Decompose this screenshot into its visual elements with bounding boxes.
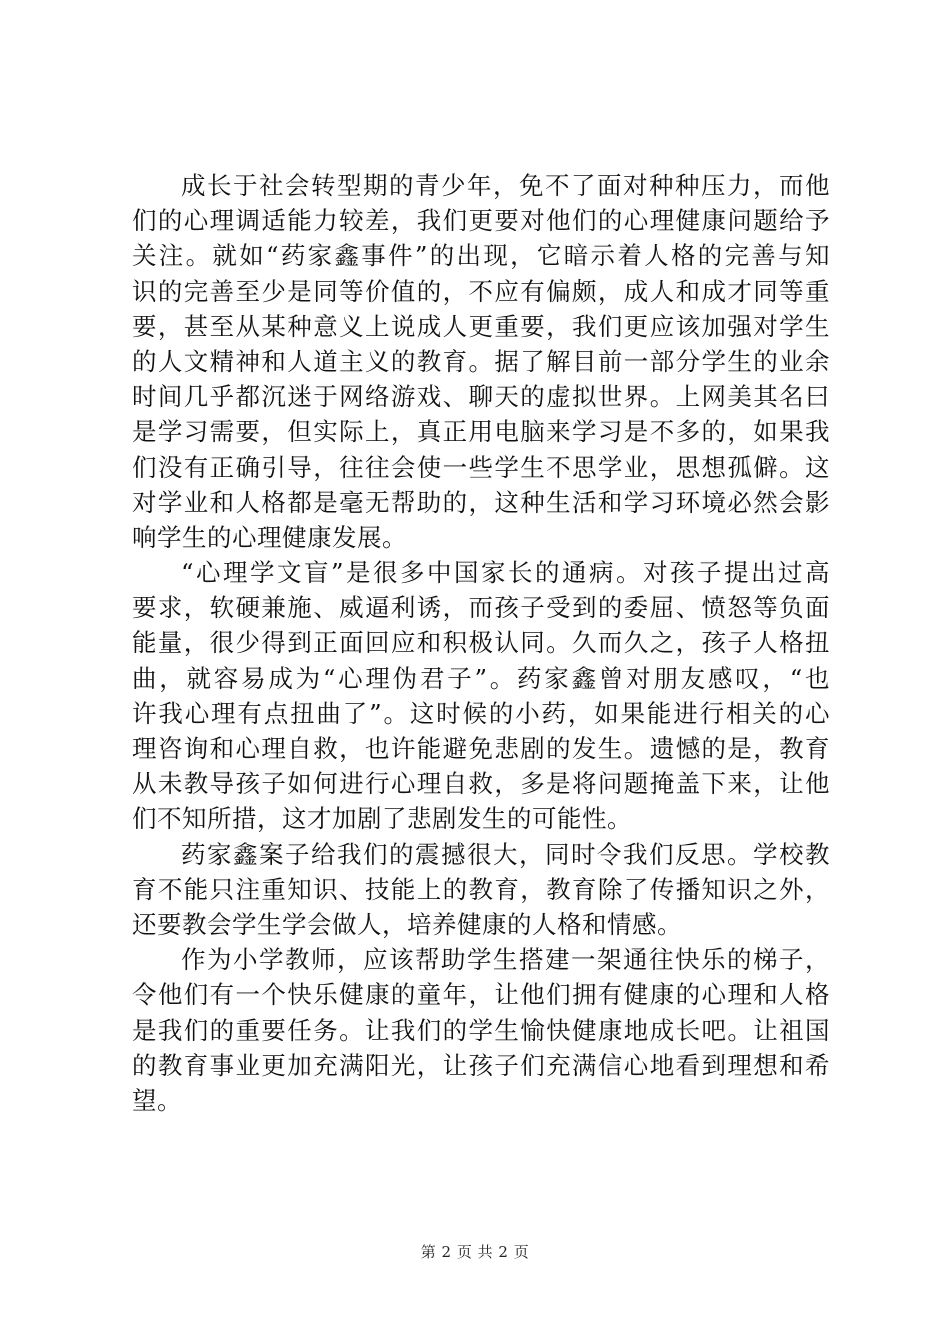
text-line: 是学习需要，但实际上，真正用电脑来学习是不多的，如果我 [132, 417, 830, 447]
text-line: 们不知所措，这才加剧了悲剧发生的可能性。 [132, 804, 632, 834]
text-line: “心理学文盲”是很多中国家长的通病。对孩子提出过高 [181, 558, 830, 588]
text-line: 望。 [132, 1085, 182, 1115]
text-line: 作为小学教师，应该帮助学生搭建一架通往快乐的梯子， [181, 945, 830, 975]
document-body [132, 168, 830, 1118]
text-line: 曲，就容易成为“心理伪君子”。药家鑫曾对朋友感叹，“也 [132, 663, 830, 693]
text-line: 要，甚至从某种意义上说成人更重要，我们更应该加强对学生 [132, 311, 830, 341]
text-line: 的人文精神和人道主义的教育。据了解目前一部分学生的业余 [132, 346, 830, 376]
text-line: 识的完善至少是同等价值的，不应有偏颇，成人和成才同等重 [132, 276, 830, 306]
text-line: 药家鑫案子给我们的震撼很大，同时令我们反思。学校教 [181, 839, 830, 869]
text-line: 能量，很少得到正面回应和积极认同。久而久之，孩子人格扭 [132, 628, 830, 658]
page-footer: 第 2 页 共 2 页 [420, 1243, 530, 1261]
text-line: 关注。就如“药家鑫事件”的出现，它暗示着人格的完善与知 [132, 241, 830, 271]
text-line: 还要教会学生学会做人，培养健康的人格和情感。 [132, 909, 682, 939]
paragraph-4 [132, 942, 830, 1118]
paragraph-2 [132, 555, 830, 837]
text-line: 对学业和人格都是毫无帮助的，这种生活和学习环境必然会影 [132, 487, 830, 517]
text-line: 理咨询和心理自救，也许能避免悲剧的发生。遗憾的是，教育 [132, 734, 830, 763]
text-line: 们没有正确引导，往往会使一些学生不思学业，思想孤僻。这 [132, 452, 830, 482]
text-line: 要求，软硬兼施、威逼利诱，而孩子受到的委屈、愤怒等负面 [132, 593, 830, 623]
text-line: 时间几乎都沉迷于网络游戏、聊天的虚拟世界。上网美其名曰 [132, 382, 830, 412]
text-line: 的教育事业更加充满阳光，让孩子们充满信心地看到理想和希 [132, 1050, 830, 1080]
text-line: 育不能只注重知识、技能上的教育，教育除了传播知识之外， [132, 874, 830, 904]
text-line: 令他们有一个快乐健康的童年，让他们拥有健康的心理和人格 [132, 980, 830, 1010]
text-line: 许我心理有点扭曲了”。这时候的小药，如果能进行相关的心 [132, 698, 830, 728]
text-line: 们的心理调适能力较差，我们更要对他们的心理健康问题给予 [132, 206, 830, 236]
text-line: 成长于社会转型期的青少年，免不了面对种种压力，而他 [181, 171, 830, 200]
text-line: 是我们的重要任务。让我们的学生愉快健康地成长吧。让祖国 [132, 1015, 830, 1045]
paragraph-1 [132, 168, 830, 555]
text-line: 从未教导孩子如何进行心理自救，多是将问题掩盖下来，让他 [132, 769, 830, 799]
text-line: 响学生的心理健康发展。 [132, 522, 407, 552]
paragraph-3 [132, 837, 830, 943]
